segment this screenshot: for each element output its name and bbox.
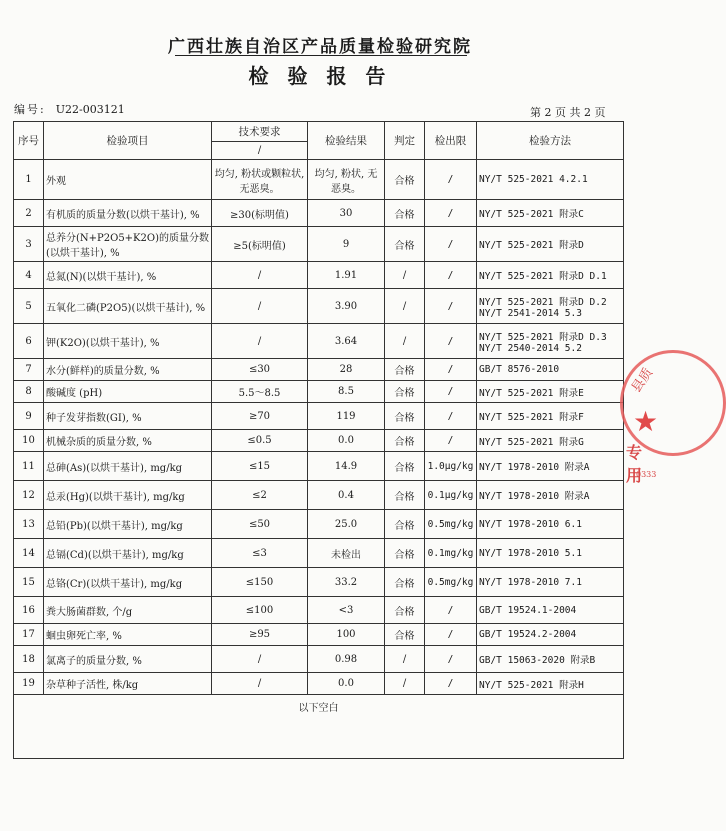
row-item: 总铬(Cr)(以烘干基计), mg/kg — [44, 568, 212, 597]
row-limit: / — [425, 597, 477, 624]
row-limit: / — [425, 646, 477, 673]
row-judgment: 合格 — [385, 539, 425, 568]
row-result: 均匀, 粉状, 无恶臭。 — [308, 160, 385, 200]
row-requirement: ≥30(标明值) — [212, 200, 308, 227]
serial-value: U22-003121 — [55, 103, 125, 116]
row-judgment: / — [385, 262, 425, 289]
row-limit: / — [425, 289, 477, 324]
row-method — [477, 289, 624, 324]
inspection-table — [13, 121, 624, 759]
row-method-line: NY/T 525-2021 附录F — [479, 412, 584, 423]
row-method-line: NY/T 525-2021 附录G — [479, 436, 584, 448]
row-no: 5 — [14, 289, 44, 324]
blank-row — [14, 695, 624, 759]
row-judgment: / — [385, 673, 425, 695]
stamp-text-top: 县质 — [629, 365, 657, 396]
row-no: 19 — [14, 673, 44, 695]
table-row — [14, 510, 624, 539]
header-limit: 检出限 — [425, 122, 477, 160]
row-item: 机械杂质的质量分数, % — [44, 430, 212, 452]
row-judgment: 合格 — [385, 597, 425, 624]
row-result: 8.5 — [308, 381, 385, 403]
stamp-digits: 0333 — [636, 470, 657, 479]
row-method — [477, 646, 624, 673]
row-limit: 1.0μg/kg — [425, 452, 477, 481]
row-result: 0.0 — [308, 430, 385, 452]
row-requirement: ≤50 — [212, 510, 308, 539]
row-method-line: NY/T 1978-2010 附录A — [479, 462, 590, 473]
row-no: 4 — [14, 262, 44, 289]
row-method — [477, 359, 624, 381]
row-requirement: ≥5(标明值) — [212, 227, 308, 262]
row-limit: / — [425, 430, 477, 452]
table-body — [14, 160, 624, 759]
row-requirement: ≤150 — [212, 568, 308, 597]
row-judgment: 合格 — [385, 452, 425, 481]
row-judgment: 合格 — [385, 403, 425, 430]
row-no: 6 — [14, 324, 44, 359]
row-method-line-2: NY/T 2540-2014 5.2 — [479, 342, 582, 354]
row-requirement: / — [212, 673, 308, 695]
row-no: 14 — [14, 539, 44, 568]
row-no: 7 — [14, 359, 44, 381]
row-method-line: GB/T 19524.2-2004 — [479, 629, 577, 640]
serial-label: 编号: — [14, 103, 46, 116]
row-item: 氯离子的质量分数, % — [44, 646, 212, 673]
header-requirement: 技术要求 — [212, 122, 308, 142]
row-item: 总铅(Pb)(以烘干基计), mg/kg — [44, 510, 212, 539]
row-method-line: NY/T 525-2021 附录C — [479, 209, 584, 220]
institution-name: 广西壮族自治区产品质量检验研究院 — [168, 37, 472, 57]
row-requirement: 均匀, 粉状或颗粒状, 无恶臭。 — [212, 160, 308, 200]
row-method-line: NY/T 525-2021 附录D D.2 — [479, 296, 607, 308]
table-row — [14, 324, 624, 359]
row-requirement: / — [212, 262, 308, 289]
row-method — [477, 160, 624, 200]
row-no: 11 — [14, 452, 44, 481]
row-result: <3 — [308, 597, 385, 624]
row-limit: / — [425, 262, 477, 289]
row-item: 种子发芽指数(GI), % — [44, 403, 212, 430]
row-result: 28 — [308, 359, 385, 381]
header-judgment: 判定 — [385, 122, 425, 160]
row-judgment: 合格 — [385, 510, 425, 539]
row-method — [477, 510, 624, 539]
row-method-line: NY/T 1978-2010 附录A — [479, 491, 590, 502]
header-no: 序号 — [14, 122, 44, 160]
row-method — [477, 324, 624, 359]
row-limit: / — [425, 227, 477, 262]
table-row — [14, 452, 624, 481]
row-method-line: NY/T 525-2021 附录E — [479, 387, 584, 399]
table-row — [14, 568, 624, 597]
row-no: 13 — [14, 510, 44, 539]
table-row — [14, 430, 624, 452]
report-title: 检 验 报 告 — [248, 64, 392, 88]
row-no: 10 — [14, 430, 44, 452]
row-method — [477, 568, 624, 597]
row-requirement: ≤0.5 — [212, 430, 308, 452]
row-result: 100 — [308, 624, 385, 646]
table-row — [14, 227, 624, 262]
row-method — [477, 624, 624, 646]
row-no: 2 — [14, 200, 44, 227]
row-judgment: 合格 — [385, 430, 425, 452]
table-row — [14, 624, 624, 646]
row-requirement: ≤15 — [212, 452, 308, 481]
table-row — [14, 160, 624, 200]
row-result: 3.90 — [308, 289, 385, 324]
row-method — [477, 673, 624, 695]
row-limit: / — [425, 359, 477, 381]
row-judgment: 合格 — [385, 359, 425, 381]
row-result: 未检出 — [308, 539, 385, 568]
row-item: 总镉(Cd)(以烘干基计), mg/kg — [44, 539, 212, 568]
row-requirement: ≤3 — [212, 539, 308, 568]
row-result: 25.0 — [308, 510, 385, 539]
row-method — [477, 481, 624, 510]
row-no: 16 — [14, 597, 44, 624]
page-number: 第 2 页 共 2 页 — [530, 106, 606, 119]
row-method-line: NY/T 1978-2010 6.1 — [479, 518, 582, 530]
row-method-line: GB/T 19524.1-2004 — [479, 604, 577, 616]
table-row — [14, 673, 624, 695]
row-method — [477, 200, 624, 227]
row-judgment: 合格 — [385, 200, 425, 227]
row-requirement: ≤30 — [212, 359, 308, 381]
table-row — [14, 597, 624, 624]
row-limit: / — [425, 673, 477, 695]
row-limit: 0.1mg/kg — [425, 539, 477, 568]
row-method-line-2: NY/T 2541-2014 5.3 — [479, 307, 582, 319]
row-result: 0.98 — [308, 646, 385, 673]
row-method — [477, 227, 624, 262]
row-no: 9 — [14, 403, 44, 430]
row-result: 30 — [308, 200, 385, 227]
row-no: 1 — [14, 160, 44, 200]
row-method-line: NY/T 525-2021 附录D — [479, 240, 584, 251]
row-item: 外观 — [44, 160, 212, 200]
row-item: 粪大肠菌群数, 个/g — [44, 597, 212, 624]
row-requirement: / — [212, 289, 308, 324]
row-method-line: NY/T 525-2021 附录D D.3 — [479, 331, 607, 343]
row-item: 有机质的质量分数(以烘干基计), % — [44, 200, 212, 227]
row-item: 总砷(As)(以烘干基计), mg/kg — [44, 452, 212, 481]
row-method — [477, 452, 624, 481]
row-no: 17 — [14, 624, 44, 646]
serial-number — [14, 101, 125, 117]
row-no: 3 — [14, 227, 44, 262]
table-row — [14, 539, 624, 568]
table-row — [14, 289, 624, 324]
row-method-line: NY/T 525-2021 附录D D.1 — [479, 271, 607, 282]
table-row — [14, 646, 624, 673]
table-row — [14, 262, 624, 289]
row-method-line: NY/T 1978-2010 5.1 — [479, 547, 582, 559]
row-result: 9 — [308, 227, 385, 262]
header-method: 检验方法 — [477, 122, 624, 160]
row-no: 12 — [14, 481, 44, 510]
row-result: 14.9 — [308, 452, 385, 481]
row-method — [477, 262, 624, 289]
table-row — [14, 403, 624, 430]
row-method-line: GB/T 15063-2020 附录B — [479, 655, 596, 666]
row-method-line: GB/T 8576-2010 — [479, 364, 560, 375]
row-limit: / — [425, 381, 477, 403]
row-judgment: / — [385, 324, 425, 359]
table-row — [14, 359, 624, 381]
row-judgment: 合格 — [385, 568, 425, 597]
row-method-line: NY/T 525-2021 附录H — [479, 679, 584, 691]
row-limit: / — [425, 160, 477, 200]
stamp-star-icon: ★ — [633, 405, 659, 438]
title-underline — [175, 55, 467, 56]
row-item: 总养分(N+P2O5+K2O)的质量分数(以烘干基计), % — [44, 227, 212, 262]
row-no: 8 — [14, 381, 44, 403]
row-requirement: 5.5～8.5 — [212, 381, 308, 403]
row-item: 钾(K2O)(以烘干基计), % — [44, 324, 212, 359]
row-item: 杂草种子活性, 株/kg — [44, 673, 212, 695]
row-item: 水分(鲜样)的质量分数, % — [44, 359, 212, 381]
row-judgment: 合格 — [385, 624, 425, 646]
row-item: 总氮(N)(以烘干基计), % — [44, 262, 212, 289]
row-requirement: ≥70 — [212, 403, 308, 430]
row-method-line: NY/T 1978-2010 7.1 — [479, 576, 582, 588]
row-result: 33.2 — [308, 568, 385, 597]
row-method — [477, 539, 624, 568]
row-method — [477, 597, 624, 624]
table-row — [14, 481, 624, 510]
row-method — [477, 403, 624, 430]
row-judgment: 合格 — [385, 381, 425, 403]
row-result: 3.64 — [308, 324, 385, 359]
row-judgment: 合格 — [385, 227, 425, 262]
row-limit: / — [425, 324, 477, 359]
row-method — [477, 430, 624, 452]
row-requirement: / — [212, 324, 308, 359]
row-limit: 0.5mg/kg — [425, 510, 477, 539]
row-judgment: 合格 — [385, 481, 425, 510]
row-limit: / — [425, 403, 477, 430]
table-header-row — [14, 122, 624, 142]
row-item: 蛔虫卵死亡率, % — [44, 624, 212, 646]
row-no: 18 — [14, 646, 44, 673]
row-judgment: / — [385, 646, 425, 673]
row-method — [477, 381, 624, 403]
row-requirement: ≤100 — [212, 597, 308, 624]
table-row — [14, 200, 624, 227]
row-no: 15 — [14, 568, 44, 597]
stamp-text-bottom: 专用 — [626, 443, 643, 485]
row-result: 0.4 — [308, 481, 385, 510]
row-result: 119 — [308, 403, 385, 430]
header-result: 检验结果 — [308, 122, 385, 160]
header-requirement-sub: / — [212, 142, 308, 160]
row-result: 0.0 — [308, 673, 385, 695]
row-judgment: / — [385, 289, 425, 324]
row-requirement: / — [212, 646, 308, 673]
row-item: 酸碱度 (pH) — [44, 381, 212, 403]
row-limit: / — [425, 200, 477, 227]
header-item: 检验项目 — [44, 122, 212, 160]
row-item: 总汞(Hg)(以烘干基计), mg/kg — [44, 481, 212, 510]
row-limit: 0.5mg/kg — [425, 568, 477, 597]
row-requirement: ≥95 — [212, 624, 308, 646]
row-requirement: ≤2 — [212, 481, 308, 510]
footer-note: 以下空白 — [14, 695, 624, 759]
table-row — [14, 381, 624, 403]
row-item: 五氧化二磷(P2O5)(以烘干基计), % — [44, 289, 212, 324]
row-limit: / — [425, 624, 477, 646]
row-method-line: NY/T 525-2021 4.2.1 — [479, 174, 588, 185]
row-limit: 0.1μg/kg — [425, 481, 477, 510]
row-judgment: 合格 — [385, 160, 425, 200]
row-result: 1.91 — [308, 262, 385, 289]
